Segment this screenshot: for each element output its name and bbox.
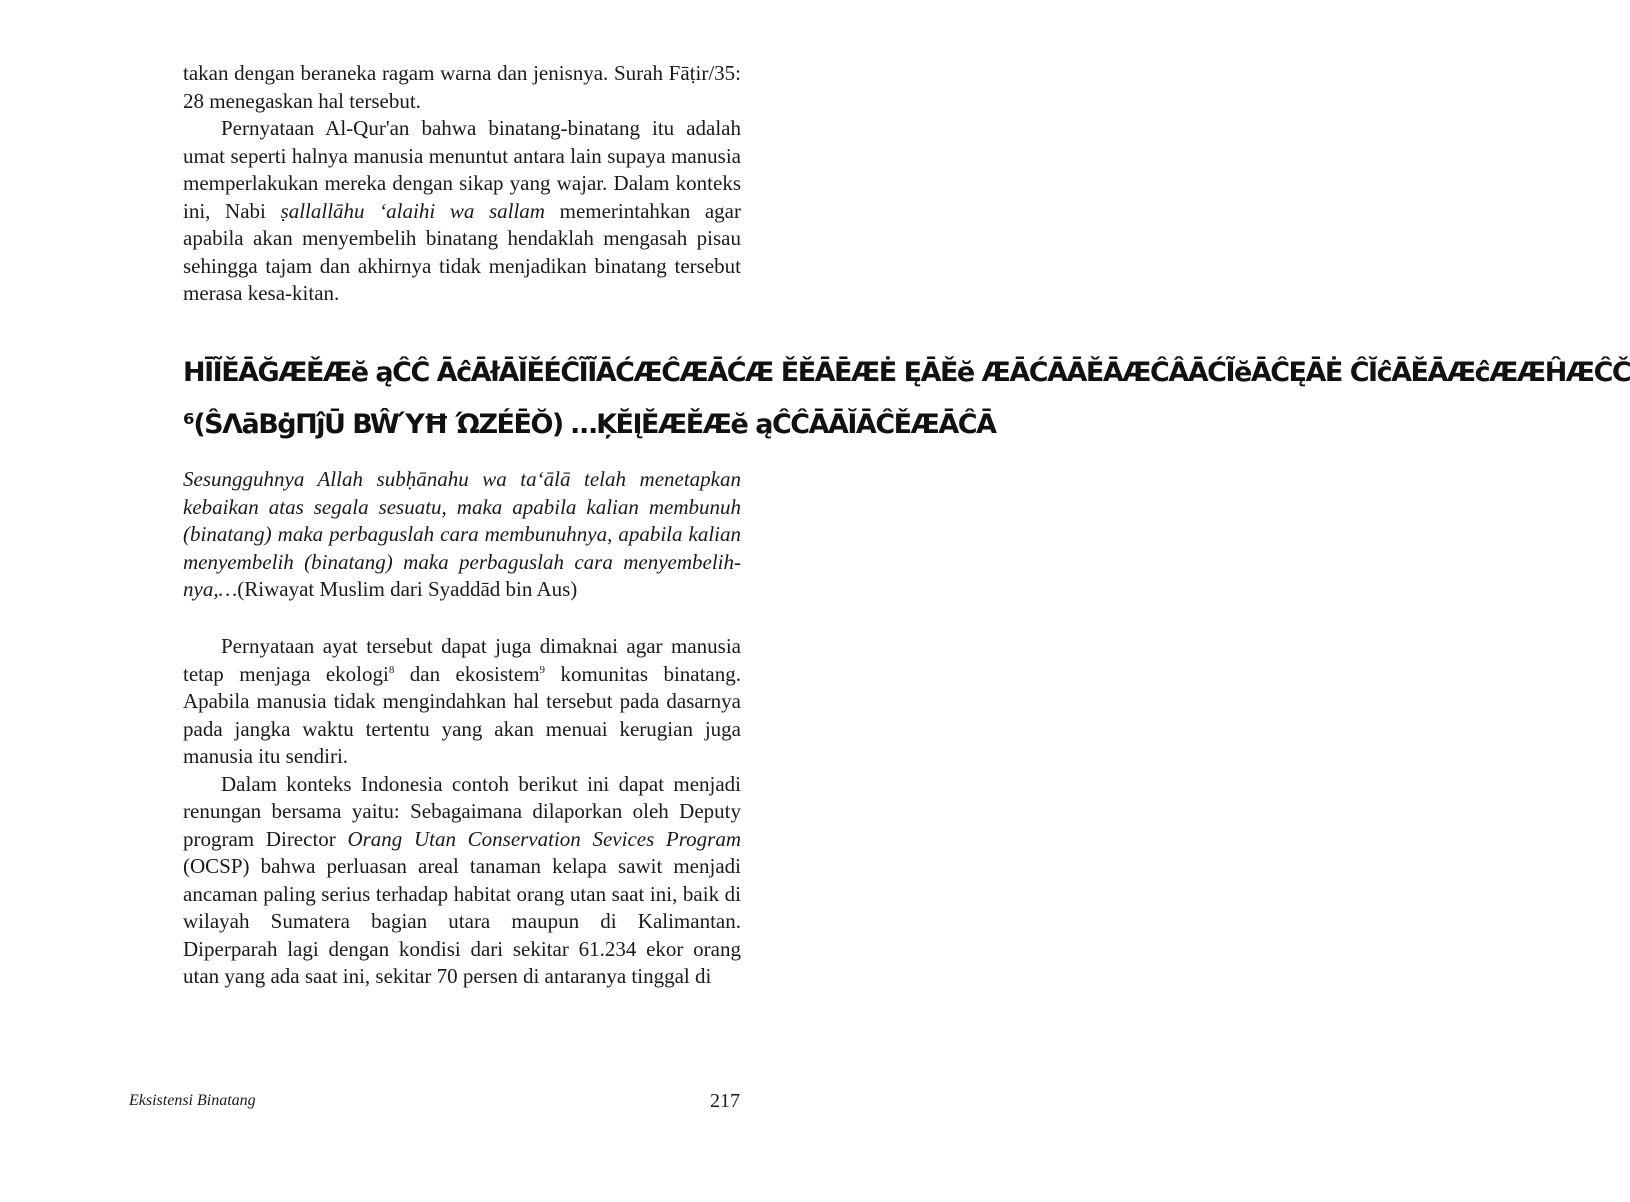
arabic-line-2: ⁶(ŜΛāBġΠĵŪ BŴΎĦ ΏZÉĒŎ) …ĶĔĮĔÆĚÆĕ ąĈĈĀĀĬĀĈĚÆĀĈĀ <box>183 409 996 440</box>
paragraph-indonesia: Dalam konteks Indonesia contoh berikut ini dapat menjadi renungan bersama yaitu: Sebagaimana dilaporkan oleh Deputy program Director Orang Utan Conservation Sevices Program (OCSP) bahwa perluasan areal tanaman kelapa sawit menjadi ancaman paling serius terhadap habitat orang utan saat ini, baik di wilayah Sumatera bagian utara maupun di Kalimantan. Diperparah lagi dengan kondisi dari sekitar 61.234 ekor orang utan yang ada saat ini, sekitar 70 persen di antaranya tinggal di <box>183 771 741 988</box>
bottom-text-block <box>183 633 741 991</box>
footnote-ref-8[interactable]: 8 <box>388 663 395 676</box>
translation-text: Sesungguhnya Allah subḥānahu wa ta‘ālā telah menetapkan kebaikan atas segala sesuatu, maka apabila kalian membunuh (binatang) maka perbaguslah cara membunuhnya, apabila kalian menyembelih (binatang) maka perbaguslah cara menyembelih-nya,… <box>183 467 741 601</box>
top-text-block <box>183 60 741 308</box>
running-footer-title: Eksistensi Binatang <box>129 1092 256 1109</box>
paragraph-ekologi: Pernyataan ayat tersebut dapat juga dimaknai agar manusia tetap menjaga ekologi$^8$ dan ekosistem$^9$ komunitas binatang. Apabila manusia tidak mengindahkan hal tersebut pada dasarnya pada jangka waktu tertentu yang akan menuai kerugian juga manusia itu sendiri. <box>183 634 741 768</box>
page-number: 217 <box>710 1090 740 1112</box>
program-name: Orang Utan Conservation Sevices Program <box>347 826 741 851</box>
arabic-hadith-quote <box>183 347 1630 451</box>
footnote-ref-9[interactable]: 9 <box>539 663 546 676</box>
hadith-source: (Riwayat Muslim dari Syaddād bin Aus) <box>237 577 578 601</box>
arabic-line-1: HĪĨĚĀĞÆĚÆĕ ąĈĈ ĀĉĀłĀĬĔÉĈĨĨĀĆÆĈÆĀĆÆ ĚĚĀĒÆĖ ĘĀĚĕ ÆĀĆĀĀĚĀÆĈÂĀĆĨĕĀĈĘĀĖ ĈĬĉĀĔĀÆĉÆÆĤÆĈČ <box>183 357 1630 388</box>
hadith-translation <box>183 466 741 604</box>
honorific-phrase: ṣallallāhu ‘alaihi wa sallam <box>280 198 545 223</box>
paragraph-pernyataan: Pernyataan Al-Qur'an bahwa binatang-binatang itu adalah umat seperti halnya manusia menuntut antara lain supaya manusia memperlakukan mereka dengan sikap yang wajar. Dalam konteks ini, Nabi ṣallallāhu ‘alaihi wa sallam memerintahkan agar apabila akan menyembelih binatang hendaklah mengasah pisau sehingga tajam dan akhirnya tidak menjadikan binatang tersebut merasa kesa-kitan. <box>183 116 741 305</box>
paragraph-continued: takan dengan beraneka ragam warna dan jenisnya. Surah Fāṭir/35: 28 menegaskan hal tersebut. <box>183 61 741 113</box>
